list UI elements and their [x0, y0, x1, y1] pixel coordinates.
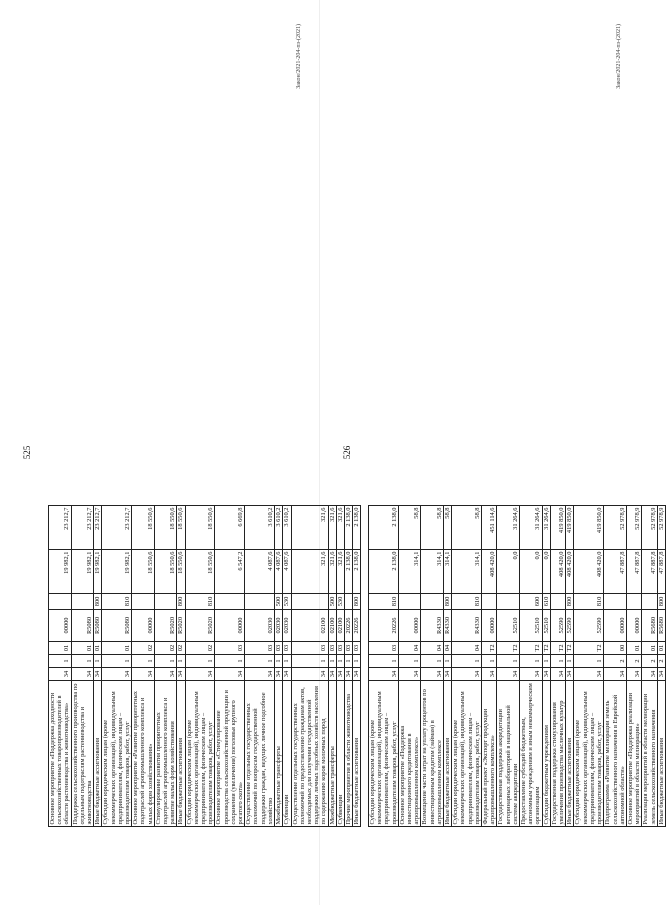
cell-p: 03 [369, 642, 399, 655]
rotated-page-526 [320, 0, 665, 905]
cell-p: 02 [132, 642, 155, 655]
table-row [542, 506, 550, 827]
cell-s: 1 [154, 655, 177, 668]
table-row [49, 506, 72, 827]
cell-s: 1 [336, 655, 344, 668]
cell-code: R4330 [452, 610, 482, 642]
cell-code: 20226 [344, 610, 352, 642]
cell-s: 1 [94, 655, 102, 668]
cell-p: 03 [344, 642, 352, 655]
cell-p: 01 [71, 642, 94, 655]
cell-g: 34 [566, 668, 574, 681]
cell-v2: 18 550,6 [154, 506, 177, 550]
cell-vr [398, 594, 421, 610]
cell-v1: 321,6 [336, 550, 344, 594]
cell-v2: 321,6 [291, 506, 328, 550]
table-row [102, 506, 132, 827]
cell-s: 1 [344, 655, 352, 668]
cell-vr: 800 [177, 594, 185, 610]
cell-v1: 314,1 [452, 550, 482, 594]
cell-code: 02030 [275, 610, 283, 642]
cell-v1: 0,0 [497, 550, 520, 594]
cell-name: Основное мероприятие «Поддержка реализации мероприятий в области мелиорации» [626, 681, 641, 827]
cell-v2: 31 264,6 [542, 506, 550, 550]
cell-vr [550, 594, 565, 610]
cell-s: 1 [520, 655, 543, 668]
cell-name: Осуществление отдельных государственных полномочий по предоставлению гражданам актов, необходимых для получения государственной поддержки личных подсобных хозяйств населения по содержанию коров молочных пород [291, 681, 328, 827]
cell-g: 34 [642, 668, 657, 681]
cell-s: 1 [482, 655, 497, 668]
cell-code: R5020 [177, 610, 185, 642]
cell-g: 34 [421, 668, 444, 681]
cell-v1: 321,6 [328, 550, 336, 594]
cell-code: 52590 [566, 610, 574, 642]
cell-v2: 2 138,0 [369, 506, 399, 550]
table-row [215, 506, 245, 827]
cell-p: T2 [497, 642, 520, 655]
cell-code: 00000 [626, 610, 641, 642]
cell-g: 34 [177, 668, 185, 681]
cell-g: 34 [626, 668, 641, 681]
cell-v1: 4 087,6 [283, 550, 291, 594]
cell-s: 1 [444, 655, 452, 668]
cell-g: 34 [245, 668, 275, 681]
cell-s: 1 [177, 655, 185, 668]
cell-v2: 3 610,2 [245, 506, 275, 550]
cell-g: 34 [482, 668, 497, 681]
cell-p: 00 [604, 642, 627, 655]
cell-v1: 6 547,2 [215, 550, 245, 594]
cell-v2: 419 850,0 [566, 506, 574, 550]
cell-name: Иные бюджетные ассигнования [444, 681, 452, 827]
cell-v2: 58,8 [421, 506, 444, 550]
table-row [657, 506, 665, 827]
cell-v1: 408 420,0 [566, 550, 574, 594]
cell-vr: 810 [574, 594, 604, 610]
cell-vr: 800 [444, 594, 452, 610]
cell-code: R5680 [657, 610, 665, 642]
cell-v1: 2 138,0 [344, 550, 352, 594]
cell-g: 34 [353, 668, 361, 681]
cell-v1: 408 420,0 [482, 550, 497, 594]
cell-p: T2 [520, 642, 543, 655]
cell-name: Субвенции [283, 681, 291, 827]
cell-code: 20226 [353, 610, 361, 642]
cell-g: 34 [336, 668, 344, 681]
cell-v1: 408 420,0 [550, 550, 565, 594]
cell-v2: 6 669,8 [215, 506, 245, 550]
cell-s: 2 [626, 655, 641, 668]
table-row [444, 506, 452, 827]
cell-code: 00000 [482, 610, 497, 642]
table-row [520, 506, 543, 827]
cell-p: 03 [291, 642, 328, 655]
cell-s: 1 [291, 655, 328, 668]
cell-s: 1 [353, 655, 361, 668]
cell-p: 01 [49, 642, 72, 655]
cell-s: 1 [574, 655, 604, 668]
cell-vr: 500 [275, 594, 283, 610]
cell-g: 34 [542, 668, 550, 681]
cell-g: 34 [550, 668, 565, 681]
cell-v2: 52 978,9 [642, 506, 657, 550]
cell-s: 1 [566, 655, 574, 668]
cell-p: 03 [353, 642, 361, 655]
cell-v2: 31 264,6 [497, 506, 520, 550]
cell-v2: 58,8 [398, 506, 421, 550]
table-row [369, 506, 399, 827]
cell-v2: 419 850,0 [550, 506, 565, 550]
cell-g: 34 [328, 668, 336, 681]
cell-s: 1 [132, 655, 155, 668]
cell-name: Осуществление отдельных государственных полномочий по вопросам государственной поддержки граждан, ведущих личное подсобное хозяйство [245, 681, 275, 827]
table-row [245, 506, 275, 827]
table-row [574, 506, 604, 827]
cell-g: 34 [520, 668, 543, 681]
table-row [185, 506, 215, 827]
budget-table-526 [368, 505, 666, 827]
cell-code: 00000 [604, 610, 627, 642]
cell-p: T2 [566, 642, 574, 655]
cell-vr [154, 594, 177, 610]
cell-v1: 47 887,8 [626, 550, 641, 594]
cell-code: 00000 [215, 610, 245, 642]
table-row [132, 506, 155, 827]
cell-v1: 408 420,0 [574, 550, 604, 594]
cell-code: 00000 [132, 610, 155, 642]
cell-s: 1 [185, 655, 215, 668]
cell-vr: 600 [520, 594, 543, 610]
cell-v2: 52 978,9 [604, 506, 627, 550]
table-row [398, 506, 421, 827]
cell-p: 03 [215, 642, 245, 655]
cell-name: Основное мероприятие «Стимулирование производства сельскохозяйственной продукции и сохранения (увеличения) поголовья крупного рогатого скота» [215, 681, 245, 827]
cell-vr [71, 594, 94, 610]
cell-vr [626, 594, 641, 610]
cell-v1: 47 887,8 [642, 550, 657, 594]
cell-v2: 2 138,0 [344, 506, 352, 550]
table-row [642, 506, 657, 827]
cell-p: 03 [336, 642, 344, 655]
cell-name: Субсидии юридическим лицам (кроме некоммерческих организаций), индивидуальным предпринимателям, физическим лицам – производителям товаров, работ, услуг [185, 681, 215, 827]
cell-g: 34 [497, 668, 520, 681]
cell-vr: 610 [542, 594, 550, 610]
cell-g: 34 [604, 668, 627, 681]
cell-v2: 52 978,9 [626, 506, 641, 550]
cell-name: Основное мероприятие «Поддержка доходности сельскохозяйственных товаропроизводителей в области растениеводства и животноводства» [49, 681, 72, 827]
cell-name: Возмещение части затрат на уплату процентов по инвестиционным кредитам (займам) в агропромышленном комплексе [421, 681, 444, 827]
cell-v1: 314,1 [421, 550, 444, 594]
cell-p: 03 [283, 642, 291, 655]
cell-name: Иные бюджетные ассигнования [657, 681, 665, 827]
cell-s: 1 [275, 655, 283, 668]
cell-name: Государственная поддержка аккредитации ветеринарных лабораторий в национальной системе аккредитации [497, 681, 520, 827]
cell-g: 34 [283, 668, 291, 681]
cell-s: 1 [369, 655, 399, 668]
cell-vr: 800 [566, 594, 574, 610]
cell-code: 02030 [245, 610, 275, 642]
cell-code: R5020 [154, 610, 177, 642]
cell-v2: 23 212,7 [71, 506, 94, 550]
table-row [154, 506, 177, 827]
cell-p: 03 [328, 642, 336, 655]
cell-s: 1 [452, 655, 482, 668]
table-row [275, 506, 283, 827]
cell-vr [245, 594, 275, 610]
cell-v1: 314,1 [398, 550, 421, 594]
cell-name: Поддержка сельскохозяйственного производства по отдельным подотраслям растениеводства и животноводства [71, 681, 94, 827]
cell-p: 02 [154, 642, 177, 655]
cell-s: 1 [102, 655, 132, 668]
cell-v2: 58,8 [444, 506, 452, 550]
cell-g: 34 [574, 668, 604, 681]
cell-v1: 18 550,6 [185, 550, 215, 594]
cell-vr [642, 594, 657, 610]
cell-g: 34 [71, 668, 94, 681]
cell-v1: 47 887,8 [657, 550, 665, 594]
cell-g: 34 [452, 668, 482, 681]
cell-name: Иные бюджетные ассигнования [566, 681, 574, 827]
table-row [566, 506, 574, 827]
cell-vr [215, 594, 245, 610]
cell-vr [49, 594, 72, 610]
cell-name: Субсидии бюджетным учреждениям [542, 681, 550, 827]
table-row [604, 506, 627, 827]
cell-vr: 810 [185, 594, 215, 610]
cell-v1: 18 550,6 [177, 550, 185, 594]
cell-code: 00000 [398, 610, 421, 642]
cell-v1: 19 982,1 [49, 550, 72, 594]
cell-vr: 810 [369, 594, 399, 610]
cell-vr [132, 594, 155, 610]
cell-g: 34 [215, 668, 245, 681]
cell-g: 34 [94, 668, 102, 681]
cell-v1: 19 982,1 [94, 550, 102, 594]
cell-name: Государственная поддержка стимулирования увеличения производства масличных культур [550, 681, 565, 827]
cell-p: T2 [574, 642, 604, 655]
cell-s: 1 [398, 655, 421, 668]
cell-code: 20226 [369, 610, 399, 642]
table-row [421, 506, 444, 827]
cell-name: Основное мероприятие «Поддержка инвестиционного кредитования в агропромышленном комплексе» [398, 681, 421, 827]
cell-vr: 500 [328, 594, 336, 610]
cell-code: R5680 [642, 610, 657, 642]
cell-v2: 58,8 [452, 506, 482, 550]
cell-s: 1 [283, 655, 291, 668]
cell-v2: 2 138,0 [353, 506, 361, 550]
table-row [550, 506, 565, 827]
cell-v1: 47 887,8 [604, 550, 627, 594]
table-row [283, 506, 291, 827]
cell-p: 04 [452, 642, 482, 655]
cell-v2: 451 114,6 [482, 506, 497, 550]
cell-p: 04 [421, 642, 444, 655]
cell-p: 01 [94, 642, 102, 655]
cell-v1: 19 982,1 [102, 550, 132, 594]
cell-v1: 19 982,1 [71, 550, 94, 594]
cell-g: 34 [132, 668, 155, 681]
cell-p: 01 [626, 642, 641, 655]
cell-p: T2 [550, 642, 565, 655]
cell-vr [604, 594, 627, 610]
cell-v2: 23 212,7 [102, 506, 132, 550]
cell-g: 34 [444, 668, 452, 681]
cell-name: Федеральный проект «Экспорт продукции агропромышленного комплекса» [482, 681, 497, 827]
cell-name: Иные бюджетные ассигнования [94, 681, 102, 827]
cell-v1: 0,0 [542, 550, 550, 594]
cell-s: 2 [604, 655, 627, 668]
cell-code: R5080 [94, 610, 102, 642]
cell-name: Реализация мероприятий в области мелиорации земель сельскохозяйственного назначения [642, 681, 657, 827]
cell-g: 34 [344, 668, 352, 681]
cell-v1: 4 087,6 [245, 550, 275, 594]
table-row [94, 506, 102, 827]
cell-vr: 800 [353, 594, 361, 610]
cell-g: 34 [657, 668, 665, 681]
cell-code: R5080 [102, 610, 132, 642]
cell-vr: 530 [336, 594, 344, 610]
cell-name: Межбюджетные трансферты [328, 681, 336, 827]
cell-s: 2 [642, 655, 657, 668]
cell-p: 03 [275, 642, 283, 655]
cell-v2: 18 550,6 [132, 506, 155, 550]
cell-s: 1 [49, 655, 72, 668]
cell-s: 2 [657, 655, 665, 668]
cell-name: Субсидии юридическим лицам (кроме некоммерческих организаций), индивидуальным предпринимателям, физическим лицам – производителям товаров, работ, услуг [452, 681, 482, 827]
cell-g: 34 [49, 668, 72, 681]
cell-p: 01 [102, 642, 132, 655]
cell-g: 34 [102, 668, 132, 681]
cell-s: 1 [497, 655, 520, 668]
cell-p: T2 [482, 642, 497, 655]
cell-s: 1 [421, 655, 444, 668]
cell-code: R5080 [71, 610, 94, 642]
cell-v2: 321,6 [336, 506, 344, 550]
cell-name: Прочие мероприятия в области животноводства [344, 681, 352, 827]
cell-p: 03 [245, 642, 275, 655]
cell-name: Стимулирование развития приоритетных подотраслей агропромышленного комплекса и развитие малых форм хозяйствования [154, 681, 177, 827]
cell-v2: 18 550,6 [185, 506, 215, 550]
cell-code: R4330 [444, 610, 452, 642]
page-right [320, 0, 665, 905]
cell-g: 34 [291, 668, 328, 681]
table-row [626, 506, 641, 827]
cell-v1: 18 550,6 [154, 550, 177, 594]
cell-g: 34 [185, 668, 215, 681]
cell-vr: 530 [283, 594, 291, 610]
cell-v1: 314,1 [444, 550, 452, 594]
cell-vr [497, 594, 520, 610]
cell-s: 1 [542, 655, 550, 668]
cell-code: 02030 [283, 610, 291, 642]
table-row [497, 506, 520, 827]
cell-vr: 800 [94, 594, 102, 610]
footer-stamp: Закон/2021-204-пз-(2021) [296, 24, 302, 89]
cell-v1: 0,0 [520, 550, 543, 594]
cell-vr: 810 [452, 594, 482, 610]
cell-name: Межбюджетные трансферты [275, 681, 283, 827]
cell-p: 04 [444, 642, 452, 655]
cell-v1: 321,6 [291, 550, 328, 594]
cell-v1: 18 550,6 [132, 550, 155, 594]
cell-code: R4330 [421, 610, 444, 642]
cell-code: 00000 [49, 610, 72, 642]
cell-v2: 23 212,7 [94, 506, 102, 550]
cell-v2: 23 212,7 [49, 506, 72, 550]
cell-code: 52510 [497, 610, 520, 642]
cell-v2: 18 550,6 [177, 506, 185, 550]
cell-vr [421, 594, 444, 610]
cell-name: Подпрограмма «Развитие мелиорации земель сельскохозяйственного назначения в Еврейской автономной области» [604, 681, 627, 827]
cell-v2: 3 610,2 [275, 506, 283, 550]
cell-p: T2 [542, 642, 550, 655]
page-number: 525 [22, 445, 32, 460]
page-number: 526 [342, 445, 352, 460]
cell-v2: 31 264,6 [520, 506, 543, 550]
cell-name: Иные бюджетные ассигнования [353, 681, 361, 827]
cell-v1: 4 087,6 [275, 550, 283, 594]
cell-code: 02100 [291, 610, 328, 642]
cell-p: 01 [642, 642, 657, 655]
cell-vr: 800 [657, 594, 665, 610]
table-row [482, 506, 497, 827]
cell-code: R5020 [185, 610, 215, 642]
cell-name: Основное мероприятие «Развитие приоритетных подотраслей агропромышленного комплекса и малых форм хозяйствования» [132, 681, 155, 827]
cell-name: Иные бюджетные ассигнования [177, 681, 185, 827]
cell-s: 1 [215, 655, 245, 668]
cell-vr: 810 [102, 594, 132, 610]
cell-name: Субсидии юридическим лицам (кроме некоммерческих организаций), индивидуальным предпринимателям, физическим лицам – производителям товаров, работ, услуг [102, 681, 132, 827]
cell-g: 34 [398, 668, 421, 681]
cell-s: 1 [550, 655, 565, 668]
cell-name: Субвенции [336, 681, 344, 827]
cell-v1: 2 138,0 [369, 550, 399, 594]
cell-g: 34 [154, 668, 177, 681]
cell-vr [482, 594, 497, 610]
footer-stamp: Закон/2021-204-пз-(2021) [616, 24, 622, 89]
cell-v2: 419 850,0 [574, 506, 604, 550]
cell-p: 01 [657, 642, 665, 655]
cell-v2: 52 978,9 [657, 506, 665, 550]
cell-p: 04 [398, 642, 421, 655]
cell-code: 52590 [574, 610, 604, 642]
budget-table-525 [48, 505, 361, 827]
cell-s: 1 [245, 655, 275, 668]
table-row [177, 506, 185, 827]
cell-code: 02100 [328, 610, 336, 642]
cell-v2: 3 610,2 [283, 506, 291, 550]
cell-name: Предоставление субсидий бюджетным, автономным учреждениям и иным некоммерческим организациям [520, 681, 543, 827]
cell-name: Субсидии юридическим лицам (кроме некоммерческих организаций), индивидуальным предпринимателям, физическим лицам – производителям товаров, работ, услуг [369, 681, 399, 827]
cell-code: 52510 [520, 610, 543, 642]
cell-p: 02 [177, 642, 185, 655]
cell-s: 1 [328, 655, 336, 668]
cell-code: 02100 [336, 610, 344, 642]
cell-v2: 321,6 [328, 506, 336, 550]
cell-code: 52510 [542, 610, 550, 642]
table-row [452, 506, 482, 827]
cell-code: 52590 [550, 610, 565, 642]
cell-g: 34 [275, 668, 283, 681]
cell-v1: 2 138,0 [353, 550, 361, 594]
cell-name: Субсидии юридическим лицам (кроме некоммерческих организаций), индивидуальным предпринимателям, физическим лицам – производителям товаров, работ, услуг [574, 681, 604, 827]
cell-g: 34 [369, 668, 399, 681]
table-row [71, 506, 94, 827]
cell-s: 1 [71, 655, 94, 668]
cell-p: 02 [185, 642, 215, 655]
